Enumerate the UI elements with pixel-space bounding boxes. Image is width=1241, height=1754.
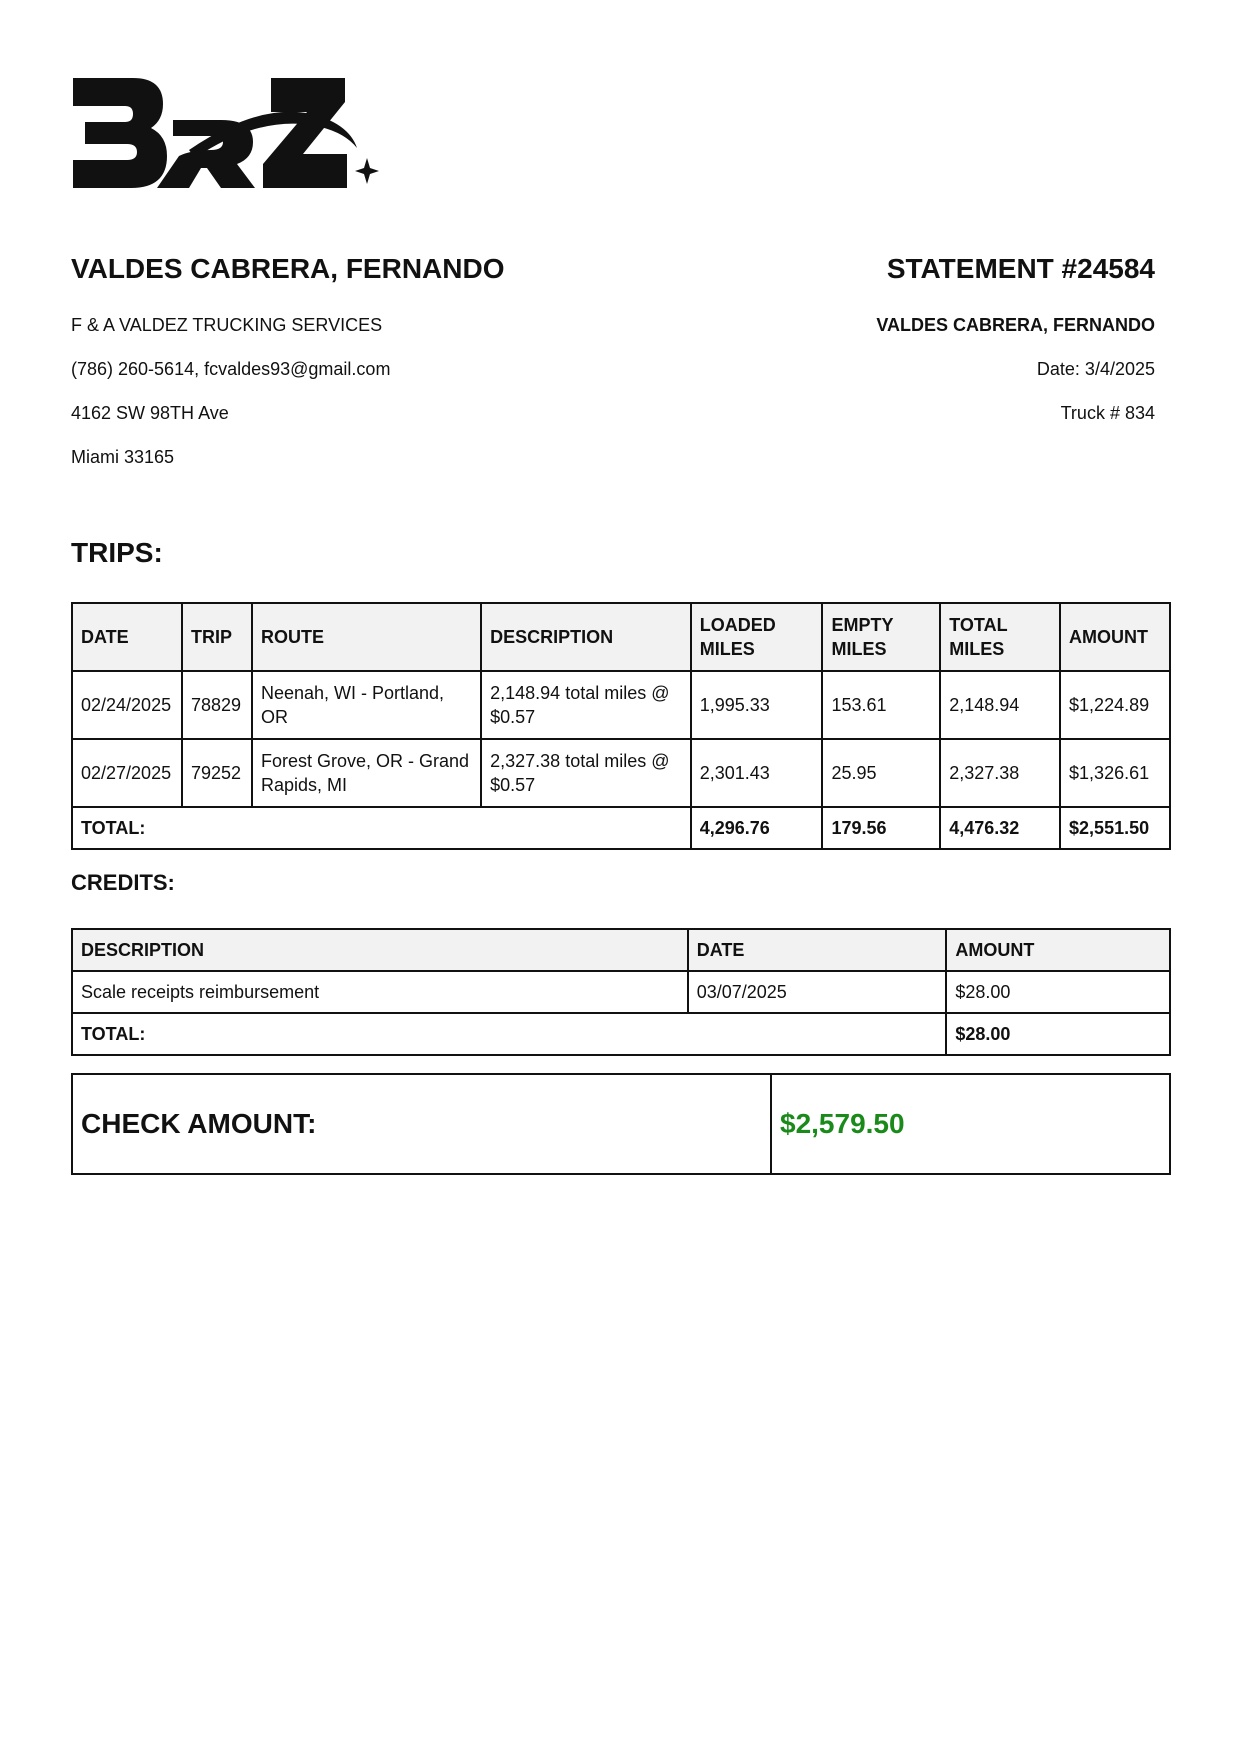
header-route: ROUTE	[252, 603, 481, 671]
trip-empty-miles: 153.61	[822, 671, 940, 739]
trip-total-miles: 2,327.38	[940, 739, 1060, 807]
header-date: DATE	[72, 603, 182, 671]
driver-info	[71, 252, 631, 468]
trip-loaded-miles: 2,301.43	[691, 739, 823, 807]
trip-date: 02/24/2025	[72, 671, 182, 739]
statement-title: STATEMENT #24584	[886, 253, 1155, 284]
trip-route: Forest Grove, OR - Grand Rapids, MI	[252, 739, 481, 807]
trip-amount: $1,326.61	[1060, 739, 1170, 807]
table-row	[72, 971, 1170, 1013]
header-amount: AMOUNT	[1060, 603, 1170, 671]
credits-header-description: DESCRIPTION	[72, 929, 688, 971]
credit-date: 03/07/2025	[688, 971, 947, 1013]
statement-info	[595, 252, 1155, 424]
header-trip: TRIP	[182, 603, 252, 671]
trip-description: 2,327.38 total miles @ $0.57	[481, 739, 691, 807]
trips-total-loaded: 4,296.76	[691, 807, 823, 849]
table-row	[72, 739, 1170, 807]
address-line-2: Miami 33165	[71, 447, 175, 467]
statement-page	[71, 0, 1171, 1754]
trip-number: 78829	[182, 671, 252, 739]
trip-empty-miles: 25.95	[822, 739, 940, 807]
header-description: DESCRIPTION	[481, 603, 691, 671]
brz-logo	[71, 76, 391, 192]
trips-total-label: TOTAL:	[72, 807, 691, 849]
company-name: F & A VALDEZ TRUCKING SERVICES	[71, 315, 383, 335]
contact-info: (786) 260-5614, fcvaldes93@gmail.com	[71, 359, 391, 379]
truck-number: Truck # 834	[1060, 403, 1155, 423]
credit-amount: $28.00	[946, 971, 1170, 1013]
address-line-1: 4162 SW 98TH Ave	[71, 403, 229, 423]
header-empty-miles: EMPTY MILES	[822, 603, 940, 671]
header-total-miles: TOTAL MILES	[940, 603, 1060, 671]
trip-loaded-miles: 1,995.33	[691, 671, 823, 739]
trips-table	[71, 602, 1171, 850]
credits-total-label: TOTAL:	[72, 1013, 946, 1055]
credits-title: CREDITS:	[71, 870, 175, 895]
trip-number: 79252	[182, 739, 252, 807]
driver-name: VALDES CABRERA, FERNANDO	[71, 253, 505, 284]
credits-total-row	[72, 1013, 1170, 1055]
credit-description: Scale receipts reimbursement	[72, 971, 688, 1013]
trips-total-miles: 4,476.32	[940, 807, 1060, 849]
table-row	[72, 671, 1170, 739]
credits-table	[71, 928, 1171, 1056]
trip-total-miles: 2,148.94	[940, 671, 1060, 739]
check-amount-label: CHECK AMOUNT:	[73, 1075, 772, 1173]
check-amount-box	[71, 1073, 1171, 1175]
trips-total-row	[72, 807, 1170, 849]
credits-total-amount: $28.00	[946, 1013, 1170, 1055]
credits-header-amount: AMOUNT	[946, 929, 1170, 971]
header-loaded-miles: LOADED MILES	[691, 603, 823, 671]
trips-total-amount: $2,551.50	[1060, 807, 1170, 849]
trip-amount: $1,224.89	[1060, 671, 1170, 739]
statement-name: VALDES CABRERA, FERNANDO	[876, 315, 1155, 335]
trip-date: 02/27/2025	[72, 739, 182, 807]
trip-route: Neenah, WI - Portland, OR	[252, 671, 481, 739]
trips-header-row	[72, 603, 1170, 671]
statement-date: Date: 3/4/2025	[1036, 359, 1155, 379]
credits-header-row	[72, 929, 1170, 971]
trip-description: 2,148.94 total miles @ $0.57	[481, 671, 691, 739]
credits-header-date: DATE	[688, 929, 947, 971]
trips-total-empty: 179.56	[822, 807, 940, 849]
check-amount-value: $2,579.50	[780, 1108, 905, 1139]
trips-title: TRIPS:	[71, 537, 163, 568]
